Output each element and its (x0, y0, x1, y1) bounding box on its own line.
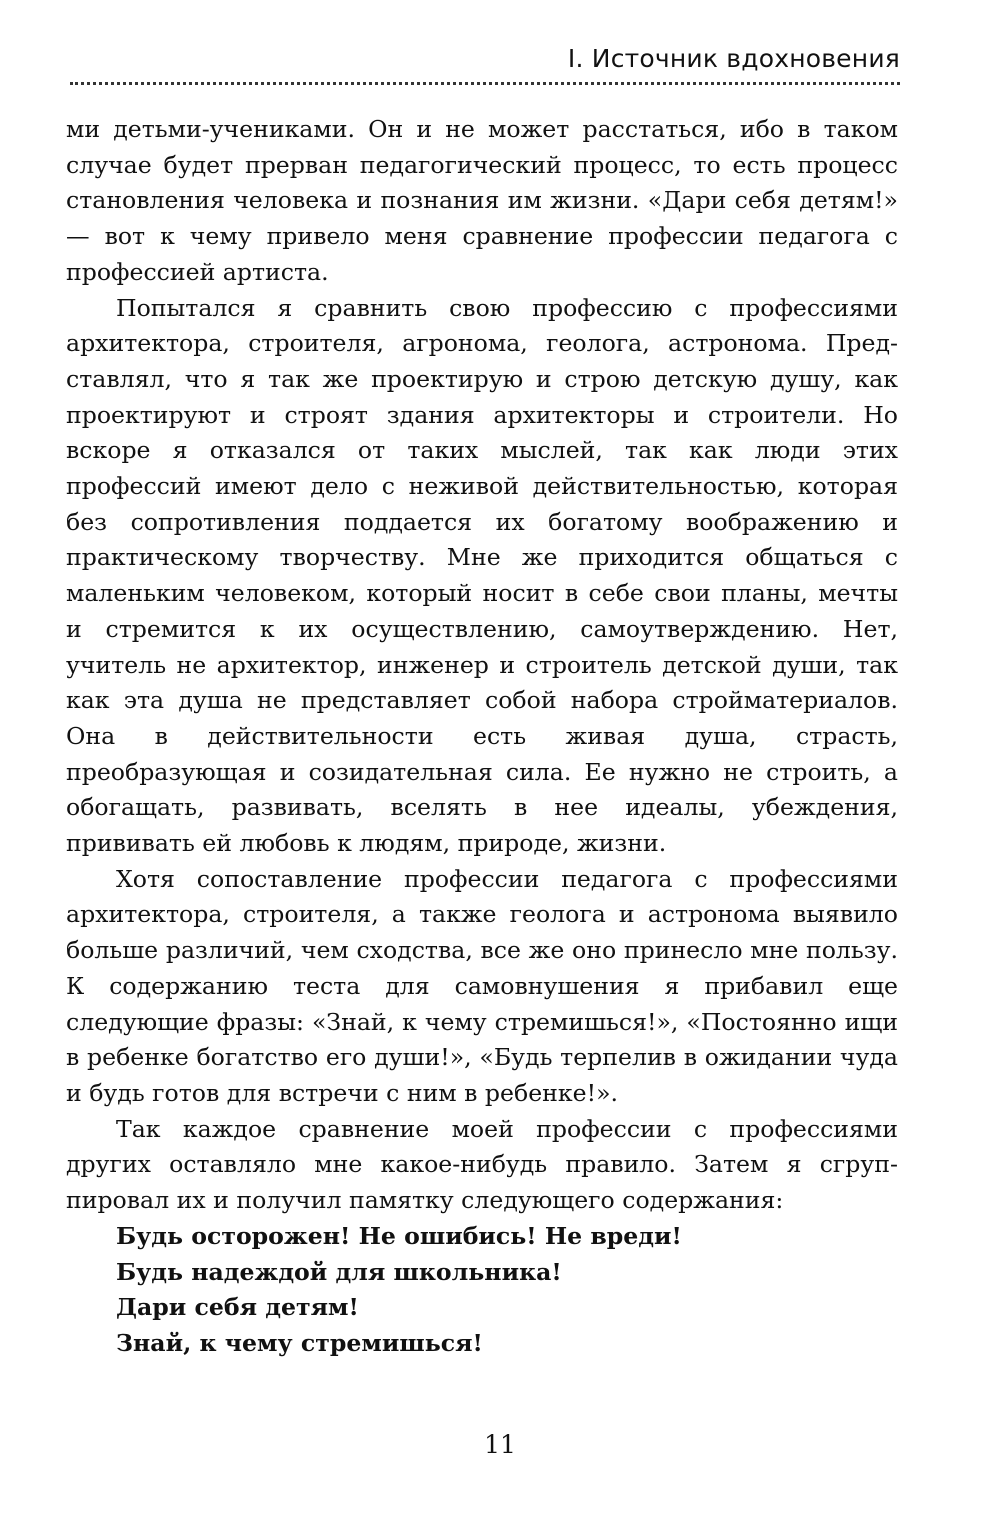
memo-item: Знай, к чему стремишься! (116, 1328, 483, 1357)
paragraph: Хотя сопоставление профессии педагога с профессиями архитектора, строителя, а также геолога и астронома выявило больше различий, чем сходства, все же оно принесло мне пользу. К содержанию теста для самовнушения я прибавил еще следующие фразы: «Знай, к чему стремишься!», «Постоянно ищи в ребенке богатство его души!», «Будь терпелив в ожидании чуда и будь готов для встречи с ним в ребенке!». (66, 864, 898, 1107)
paragraph-continuation: ми детьми-учениками. Он и не может расстаться, ибо в таком случае будет прерван педагогический процесс, то есть процесс становления человека и познания им жизни. «Дари себя детям!» — вот к чему привело меня сравнение профессии педагога с профессией артиста. (66, 115, 898, 286)
paragraph: Так каждое сравнение моей профессии с профессиями других оставляло мне какое-нибудь правило. Затем я сгруппировал их и получил памятку следующего содержания: (66, 1114, 898, 1215)
running-header: I. Источник вдохновения (567, 44, 900, 73)
header-dotted-rule (70, 82, 900, 85)
paragraph: Попытался я сравнить свою профессию с профессиями архитектора, строителя, агронома, геолога, астронома. Представлял, что я так же проектирую и строю детскую душу, как проектируют и строят здания архитекторы и строители. Но вскоре я отказался от таких мыслей, так как люди этих профессий имеют дело с неживой действительностью, которая без сопротивления поддается их богатому воображению и практическому творчеству. Мне же приходится общаться с маленьким человеком, который носит в себе свои планы, мечты и стремится к их осуществлению, самоутверждению. Нет, учитель не архитектор, инженер и строитель детской души, так как эта душа не представляет собой набора стройматериалов. Она в действительности есть живая душа, страсть, преобразующая и созидательная сила. Ее нужно не строить, а обогащать, развивать, вселять в нее идеалы, убеждения, прививать ей любовь к людям, природе, жизни. (66, 293, 898, 858)
memo-item: Будь надеждой для школьника! (116, 1257, 562, 1286)
memo-item: Будь осторожен! Не ошибись! Не вреди! (116, 1221, 682, 1250)
memo-item: Дари себя детям! (116, 1293, 359, 1322)
page-number: 11 (484, 1430, 516, 1459)
memo-list (66, 1219, 898, 1362)
body-text (66, 112, 898, 1362)
